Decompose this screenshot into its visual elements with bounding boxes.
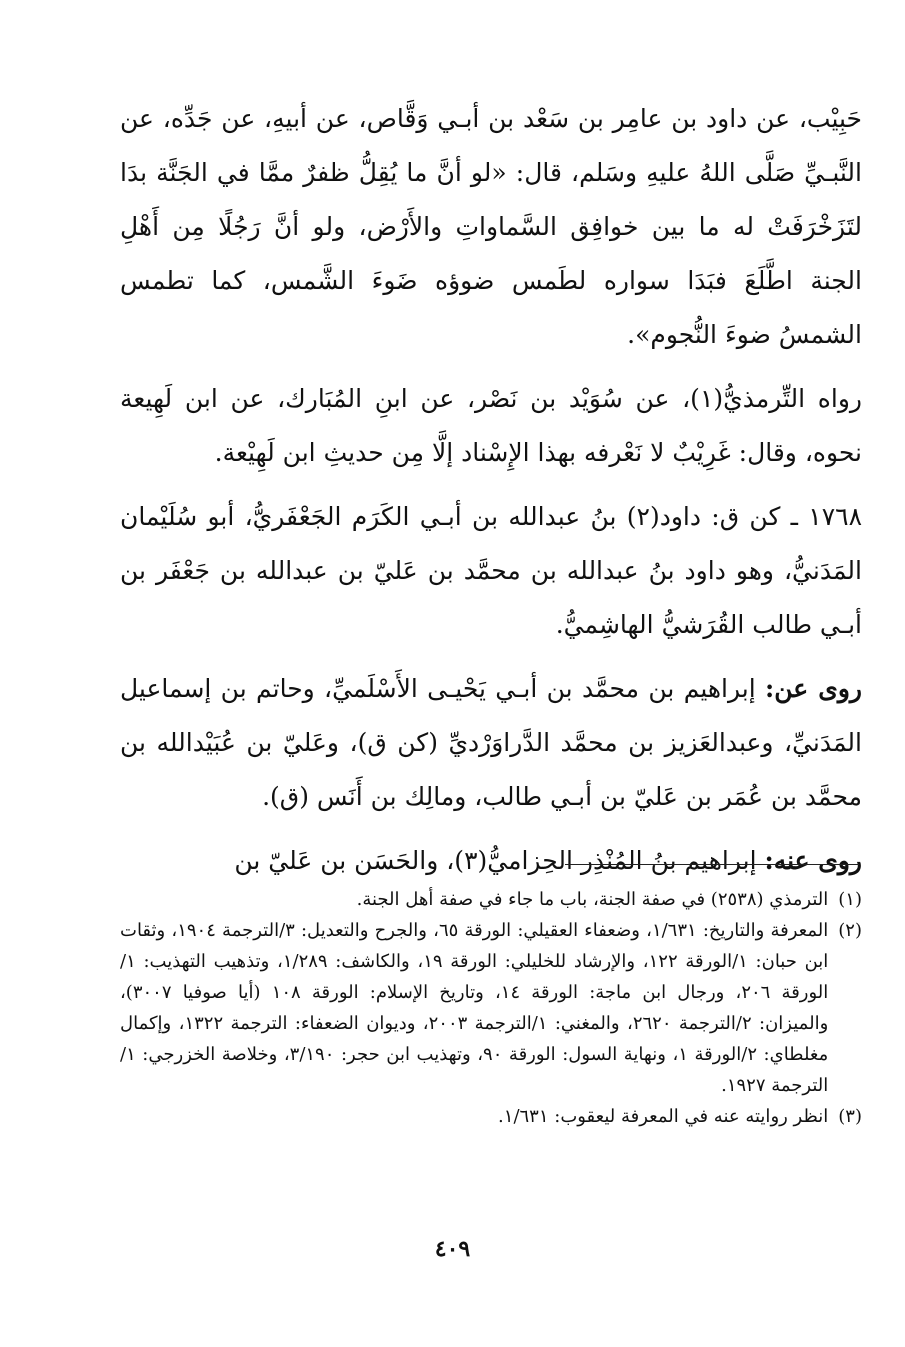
footnote-text: الترمذي (٢٥٣٨) في صفة الجنة، باب ما جاء في صفة أهل الجنة. xyxy=(356,889,829,910)
narrated-from-paragraph xyxy=(120,662,862,824)
footnotes xyxy=(120,884,862,1132)
entry-text: كن ق: داود(٢) بنُ عبدالله بن أبـي الكَرَم الجَعْفَريُّ، أبو سُلَيْمان المَدَنيُّ، وهو داود بنُ عبدالله بن محمَّد بن عَليّ بن عبدالله بن جَعْفَر بن أبـي طالب القُرَشيُّ الهاشِميُّ. xyxy=(120,502,862,639)
footnote-divider xyxy=(565,864,859,865)
footnote xyxy=(120,915,862,1101)
narrated-by-text: إبراهيم بنُ المُنْذِر الحِزاميُّ(٣)، والحَسَن بن عَليّ بن xyxy=(234,846,757,875)
footnote-number: (٢) xyxy=(838,920,862,941)
footnote-text: المعرفة والتاريخ: ١/٦٣١، وضعفاء العقيلي: الورقة ٦٥، والجرح والتعديل: ٣/الترجمة ١٩٠٤، وثقات ابن حبان: ١/الورقة ١٢٢، والإرشاد للخليلي: الورقة ١٩، والكاشف: ١/٢٨٩، وتذهيب التهذيب: ١/الورقة ٢٠٦، ورجال ابن ماجة: الورقة ١٤، وتاريخ الإسلام: الورقة ١٠٨ (أيا صوفيا ٣٠٠٧)، والميزان: ٢/الترجمة ٢٦٢٠، والمغني: ١/الترجمة ٢٠٠٣، وديوان الضعفاء: الترجمة ١٣٢٢، وإكمال مغلطاي: ٢/الورقة ١، ونهاية السول: الورقة ٩٠، وتهذيب ابن حجر: ٣/١٩٠، وخلاصة الخزرجي: ١/الترجمة ١٩٢٧. xyxy=(120,920,829,1096)
hadith-paragraph: حَبِيْب، عن داود بن عامِر بن سَعْد بن أبـي وَقَّاص، عن أبيهِ، عن جَدِّه، عن النَّبـيِّ صَلَّى اللهُ عليهِ وسَلم، قال: «لو أنَّ ما يُقِلُّ ظفرٌ ممَّا في الجَنَّة بدَا لتَزَخْرَفَتْ له ما بين خوافِق السَّماواتِ والأَرْض، ولو أنَّ رَجُلًا مِن أَهْلِ الجنة اطَّلَعَ فبَدَا سواره لطَمس ضوؤه ضَوءَ الشَّمس، كما تطمس الشمسُ ضوءَ النُّجوم». xyxy=(120,104,862,349)
footnote-number: (٣) xyxy=(838,1106,862,1127)
entry-number: ١٧٦٨ ـ xyxy=(790,502,862,531)
narration-paragraph: رواه التِّرمذيُّ(١)، عن سُوَيْد بن نَصْر، عن ابنِ المُبَارك، عن ابن لَهِيعة نحوه، وقال: غَرِيْبٌ لا نَعْرفه بهذا الإِسْناد إلَّا مِن حديثِ ابن لَهِيْعة. xyxy=(120,384,862,467)
footnote-text: انظر روايته عنه في المعرفة ليعقوب: ١/٦٣١. xyxy=(498,1106,829,1127)
biography-entry xyxy=(120,490,862,652)
page-number: ٤٠٩ xyxy=(434,1236,471,1262)
footnote xyxy=(120,884,862,915)
footnote xyxy=(120,1101,862,1132)
footnote-number: (١) xyxy=(838,889,862,910)
main-text xyxy=(120,92,862,898)
narrated-from-text: إبراهيم بن محمَّد بن أبـي يَحْيـى الأَسْلَميِّ، وحاتم بن إسماعيل المَدَنيِّ، وعبدالعَزيز بن محمَّد الدَّراوَرْديِّ (كن ق)، وعَليّ بن عُبَيْدالله بن محمَّد بن عُمَر بن عَليّ بن أبـي طالب، ومالِك بن أَنَس (ق). xyxy=(120,674,862,811)
narrated-by-paragraph xyxy=(120,834,862,888)
narrated-from-label: روى عن: xyxy=(765,674,862,703)
narrated-by-label: روى عنه: xyxy=(764,846,862,875)
